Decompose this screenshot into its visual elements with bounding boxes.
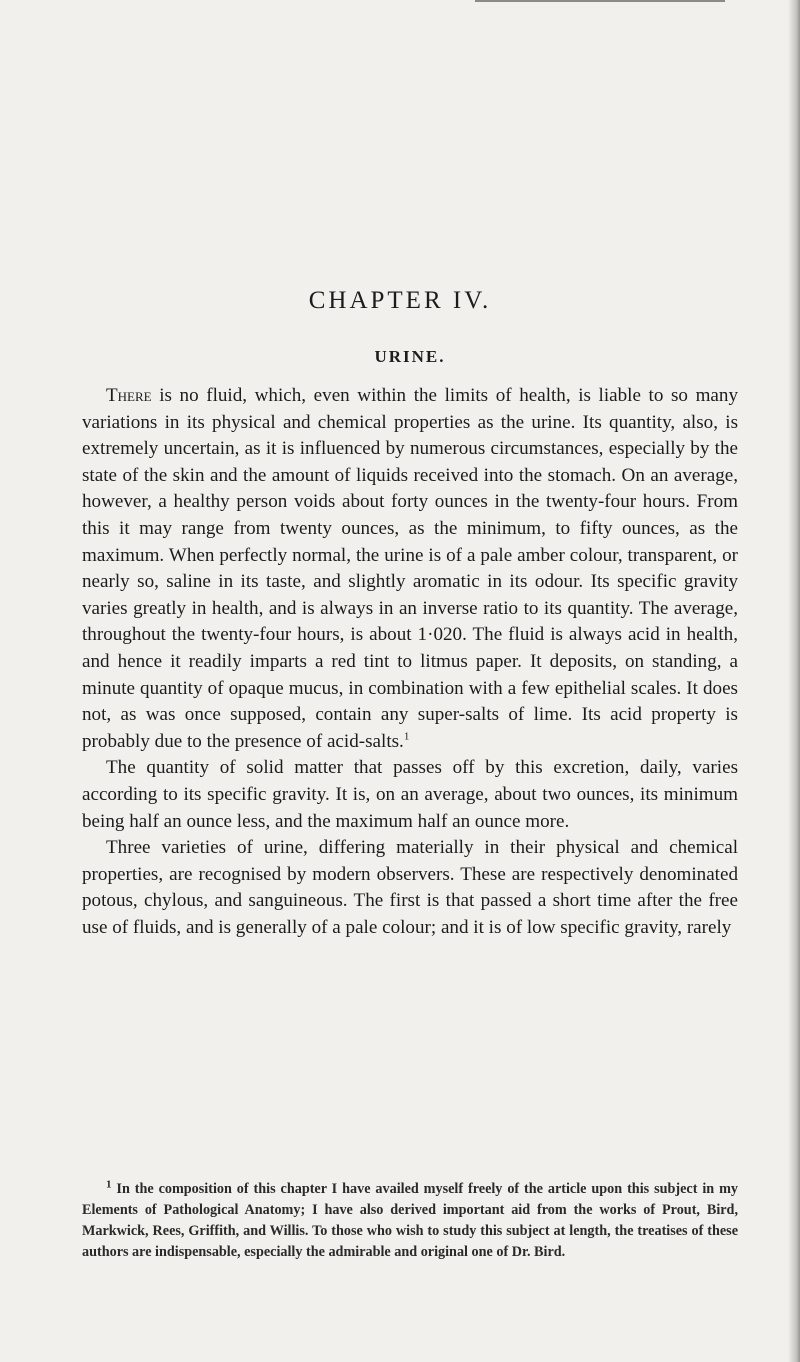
paragraph-1 [82, 383, 738, 755]
page-edge-shadow [788, 0, 800, 1362]
paragraph-3: Three varieties of urine, differing materially in their physical and chemical properties, are recognised by modern observers. These are respectively denominated potous, chylous, and sanguineous. The first is that passed a short time after the free use of fluids, and is generally of a pale colour; and it is of low specific gravity, rarely [82, 837, 738, 938]
footnote-body: In the composition of this chapter I have availed myself freely of the article upon this subject in my Elements of Pathological Anatomy; I have also derived important aid from the works of Prout, Bird, Markwick, Rees, Griffith, and Willis. To those who wish to study this subject at length, the treatises of these authors are indispensable, especially the admirable and original one of Dr. Bird. [82, 1181, 738, 1260]
paragraph-1-text: is no fluid, which, even within the limits of health, is liable to so many variations in its physical and chemical properties as the urine. Its quantity, also, is extremely uncertain, as it is influenced by numerous circumstances, especially by the state of the skin and the amount of liquids received into the stomach. On an average, however, a healthy person voids about forty ounces in the twenty-four hours. From this it may range from twenty ounces, as the minimum, to fifty ounces, as the maximum. When perfectly normal, the urine is of a pale amber colour, transparent, or nearly so, saline in its taste, and slightly aromatic in its odour. Its specific gravity varies greatly in health, and is always in an inverse ratio to its quantity. The average, throughout the twenty-four hours, is about 1·020. The fluid is always acid in health, and hence it readily imparts a red tint to litmus paper. It deposits, on standing, a minute quantity of opaque mucus, in combination with a few epithelial scales. It does not, as was once supposed, contain any super-salts of lime. Its acid property is probably due to the presence of acid-salts. [82, 385, 738, 752]
paragraph-2: The quantity of solid matter that passes off by this excretion, daily, varies according to its specific gravity. It is, on an average, about two ounces, its minimum being half an ounce less, and the maximum half an ounce more. [82, 757, 738, 832]
chapter-heading: CHAPTER IV. [308, 287, 492, 314]
footnote-reference: 1 [403, 730, 410, 743]
footnote-text [82, 1179, 738, 1263]
footnote-marker: 1 [106, 1178, 112, 1191]
section-title: URINE. [374, 347, 446, 366]
body-text [82, 383, 738, 941]
paragraph-lead-word: There [106, 385, 152, 406]
top-edge-rule [475, 0, 725, 2]
footnote [82, 1179, 738, 1263]
